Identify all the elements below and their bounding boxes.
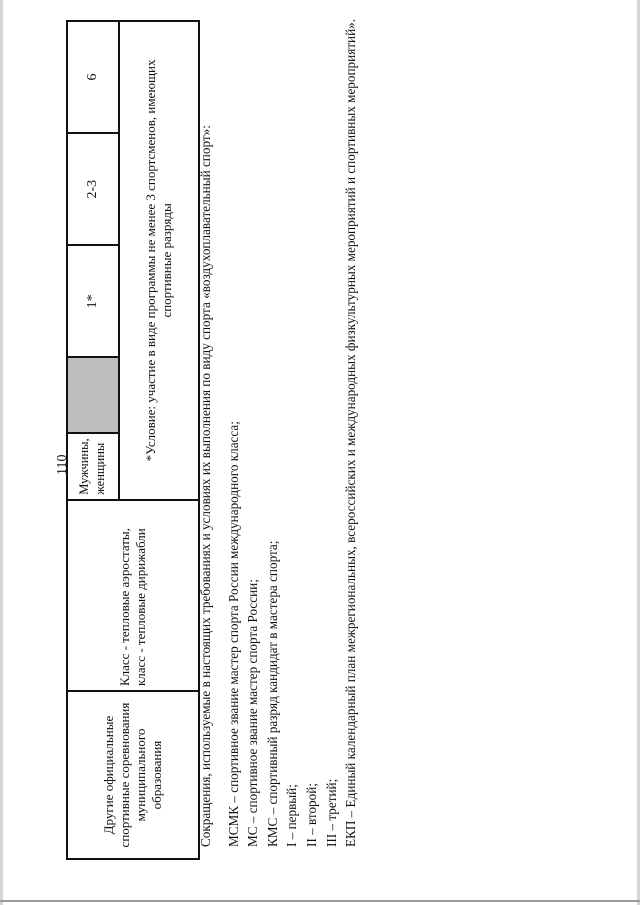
competition-type-cell: Другие официальные спортивные соревнования муниципального образования xyxy=(67,691,199,859)
abbreviation-item: МСМК – спортивное звание мастер спорта России международного класса; xyxy=(225,421,241,847)
table-row xyxy=(67,21,119,859)
abbreviation-item: КМС – спортивный разряд кандидат в мастера спорта; xyxy=(264,540,280,847)
abbreviation-item: III – третий; xyxy=(323,778,339,847)
place-cell-2: 2-3 xyxy=(67,133,119,245)
abbreviations-intro: Сокращения, используемые в настоящих требованиях и условиях их выполнения по виду спорта «воздухоплавательный спорт»: xyxy=(198,125,213,847)
abbreviation-item: II – второй; xyxy=(303,783,319,847)
gender-cell: Мужчины, женщины xyxy=(67,433,119,499)
abbreviations-section xyxy=(196,7,361,847)
abbreviation-item: МС – спортивное звание мастер спорта России; xyxy=(245,579,261,847)
abbreviation-item: ЕКП – Единый календарный план межрегиональных, всероссийских и международных физкультурных мероприятий и спортивных мероприятий». xyxy=(343,18,359,847)
condition-cell: *Условие: участие в виде программы не менее 3 спортсменов, имеющих спортивные разряды xyxy=(119,21,199,500)
requirements-table xyxy=(66,20,200,860)
place-cell-3: 6 xyxy=(67,21,119,133)
aircraft-class-cell: Класс - тепловые аэростаты, класс - тепловые дирижабли xyxy=(67,500,199,691)
abbreviation-item: I – первый; xyxy=(284,784,300,847)
place-cell-1: 1* xyxy=(67,245,119,357)
shaded-cell xyxy=(67,357,119,433)
page-number: 110 xyxy=(55,454,70,475)
